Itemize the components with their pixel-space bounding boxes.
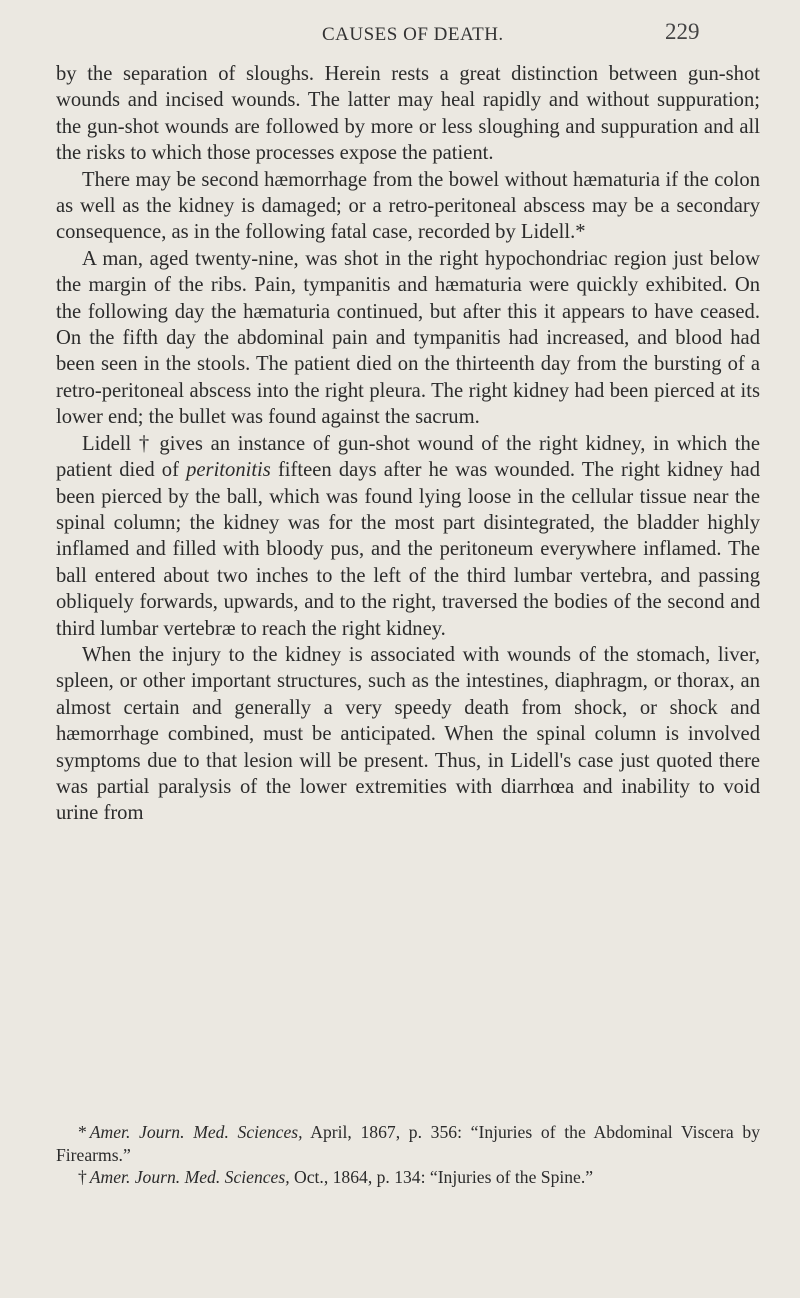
paragraph-continuation: by the separation of sloughs. Herein rests a great distinction between gun-shot wounds and incised wounds. The latter may heal rapidly and without suppuration; the gun-shot wounds are followed by more or less sloughing and suppuration and all the risks to which those processes expose the patient.	[56, 63, 760, 165]
paragraph-case-report: A man, aged twenty-nine, was shot in the right hypochondriac region just below the margin of the ribs. Pain, tympanitis and hæmaturia were quickly exhibited. On the following day the hæmaturia continued, but after this it appears to have ceased. On the fifth day the abdominal pain and tympanitis had increased, and blood had been seen in the stools. The patient died on the thirteenth day from the bursting of a retro-peritoneal abscess into the right pleura. The right kidney had been pierced at its lower end; the bullet was found against the sacrum.	[56, 247, 760, 429]
footnote-1-source: Amer. Journ. Med. Sciences,	[89, 1122, 303, 1142]
footnote-2	[56, 1166, 760, 1189]
page-number: 229	[665, 19, 700, 44]
footnote-2-text: Oct., 1864, p. 134: “Injuries of the Spine.”	[294, 1167, 594, 1188]
footnote-2-source: Amer. Journ. Med. Sciences,	[89, 1167, 290, 1188]
paragraph-peritonitis-before: Lidell † gives an instance of gun-shot wound of the right kidney, in which the patient died of	[56, 432, 760, 482]
paragraph-second-haemorrhage: There may be second hæmorrhage from the bowel without hæmaturia if the colon as well as the kidney is damaged; or a retro-peritoneal abscess may be a secondary consequence, as in the following fatal case, recorded by Lidell.*	[56, 168, 760, 244]
footnote-1-mark: *	[78, 1122, 87, 1142]
body-text	[56, 61, 760, 827]
footnote-2-mark: †	[78, 1167, 87, 1188]
paragraph-associated-injuries: When the injury to the kidney is associated with wounds of the stomach, liver, spleen, or other important structures, such as the intestines, diaphragm, or thorax, an almost certain and generally a very speedy death from shock, or shock and hæmorrhage combined, must be anticipated. When the spinal column is involved symptoms due to that lesion will be present. Thus, in Lidell's case just quoted there was partial paralysis of the lower extremities with diarrhœa and inability to void urine from	[56, 643, 760, 825]
running-header	[0, 19, 800, 54]
footnote-1-text: April, 1867, p. 356: “Injuries of the Abdominal Viscera by Firearms.”	[56, 1122, 760, 1165]
paragraph-peritonitis-case	[56, 431, 760, 642]
footnote-1	[56, 1121, 760, 1166]
peritonitis-emphasis: peritonitis	[186, 459, 271, 482]
running-title: CAUSES OF DEATH.	[322, 24, 504, 45]
paragraph-peritonitis-after: fifteen days after he was wounded. The right kidney had been pierced by the ball, which was found lying loose in the cellular tissue near the spinal column; the kidney was for the most part disintegrated, the bladder highly inflamed and filled with bloody pus, and the peritoneum everywhere inflamed. The ball entered about two inches to the left of the third lumbar vertebra, and passing obliquely forwards, upwards, and to the right, traversed the bodies of the second and third lumbar vertebræ to reach the right kidney.	[56, 459, 760, 640]
footnotes	[56, 1121, 760, 1189]
